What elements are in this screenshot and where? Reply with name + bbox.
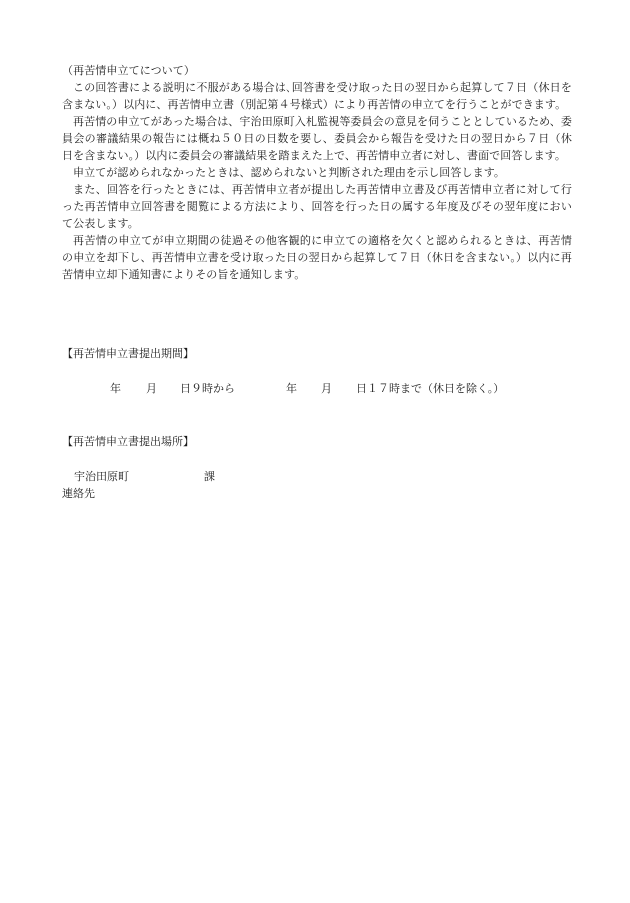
end-month-label: 月 <box>321 382 332 395</box>
period-heading: 【再苦情申立書提出期間】 <box>62 347 194 360</box>
end-day-time: 日１７時まで（休日を除く。） <box>356 382 505 395</box>
end-year-label: 年 <box>286 382 297 395</box>
paragraph-rejection-reason: 申立てが認められなかったときは、認められないと判断された理由を示し回答します。 <box>73 166 506 179</box>
contact-label: 連絡先 <box>62 487 95 500</box>
paragraph-objection: この回答書による説明に不服がある場合は､回答書を受け取った日の翌日から起算して７日（休日を含まない。）以内に、再苦情申立書（別記第４号様式）により再苦情の申立てを行うことができます。 <box>62 81 572 111</box>
paragraph-dismissal: 再苦情の申立てが申立期間の徒過その他客観的に申立ての適格を欠くと認められるときは、再苦情の申立を却下し、再苦情申立書を受け取った日の翌日から起算して７日（休日を含まない。）以内に再苦情申立却下通知書によりその旨を通知します。 <box>62 234 572 281</box>
start-month-label: 月 <box>146 382 157 395</box>
complaint-section <box>62 62 572 283</box>
start-day-time: 日９時から <box>180 382 235 395</box>
town-name: 宇治田原町 <box>74 470 129 483</box>
paragraph-publication: また、回答を行ったときには、再苦情申立者が提出した再苦情申立書及び再苦情申立者に対して行った再苦情申立回答書を閲覧による方法により、回答を行った日の属する年度及びその翌年度において公表します。 <box>62 183 572 230</box>
complaint-title: （再苦情申立てについて） <box>62 64 195 77</box>
department-label: 課 <box>204 470 215 483</box>
start-year-label: 年 <box>110 382 121 395</box>
place-heading: 【再苦情申立書提出場所】 <box>62 435 194 448</box>
paragraph-committee-review: 再苦情の申立てがあった場合は、宇治田原町入札監視等委員会の意見を伺うこととしているため、委員会の審議結果の報告には概ね５０日の日数を要し、委員会から報告を受けた日の翌日から７日（休日を含まない。）以内に委員会の審議結果を踏まえた上で、再苦情申立者に対し、書面で回答します。 <box>62 115 572 162</box>
